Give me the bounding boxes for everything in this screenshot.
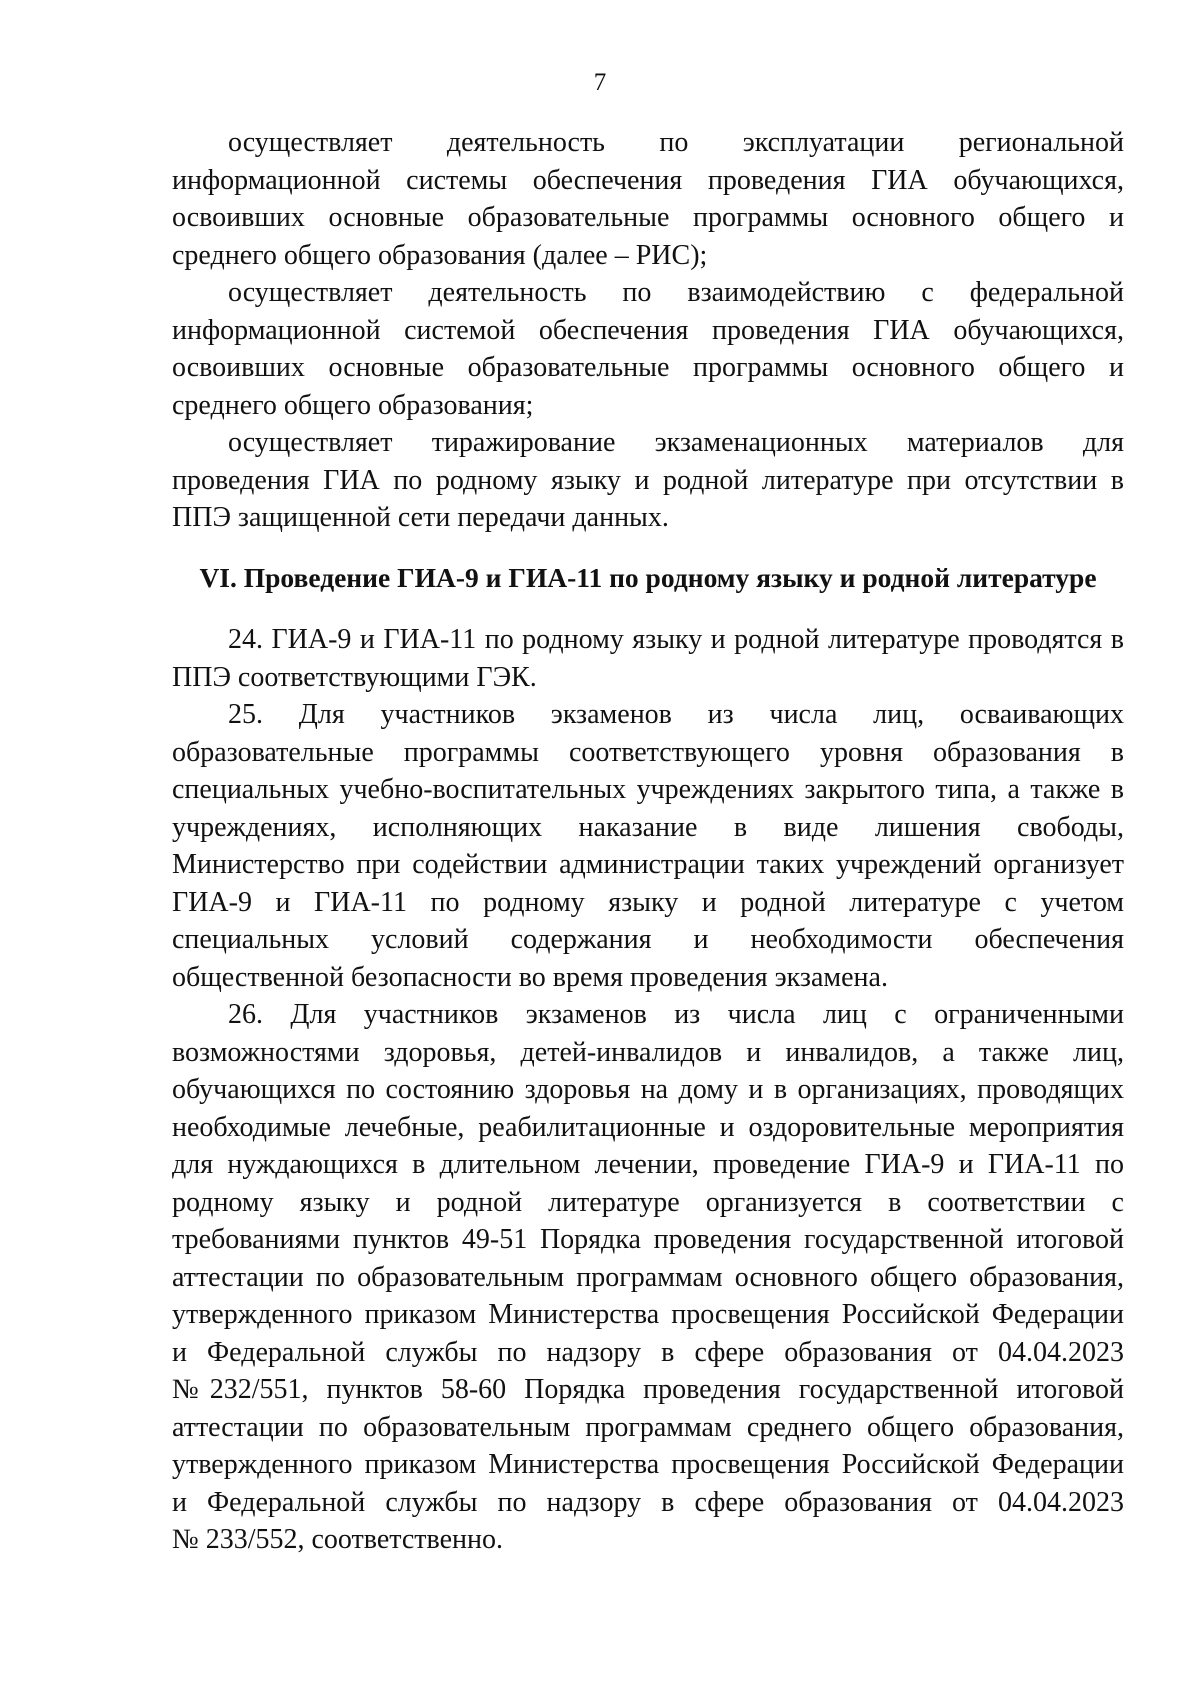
text-line: среднего общего образования; (172, 389, 534, 421)
text-line: учреждениях, исполняющих наказание в виде лишения свободы, (172, 811, 1124, 843)
text-line: родному языку и родной литературе организуется в соответствии с (172, 1186, 1124, 1218)
text-line: возможностями здоровья, детей-инвалидов и инвалидов, а также лиц, (172, 1036, 1124, 1068)
text-line: Министерство при содействии администрации таких учреждений организует (172, 849, 1124, 880)
paragraph-25 (172, 696, 1124, 996)
text-line: требованиями пунктов 49-51 Порядка проведения государственной итоговой (172, 1224, 1124, 1255)
text-line: утвержденного приказом Министерства просвещения Российской Федерации (172, 1449, 1124, 1480)
text-line: освоивших основные образовательные программы основного общего и (172, 352, 1124, 383)
text-line: осуществляет тиражирование экзаменационных материалов для (228, 427, 1124, 458)
text-line: необходимые лечебные, реабилитационные и оздоровительные мероприятия (172, 1111, 1124, 1143)
text-line: информационной системы обеспечения проведения ГИА обучающихся, (172, 164, 1124, 196)
text-line: и Федеральной службы по надзору в сфере образования от 04.04.2023 (172, 1486, 1124, 1518)
text-line: специальных учебно-воспитательных учреждениях закрытого типа, а также в (172, 774, 1124, 805)
text-line: специальных условий содержания и необходимости обеспечения (172, 924, 1124, 955)
paragraph-replication (172, 424, 1124, 537)
text-line: освоивших основные образовательные программы основного общего и (172, 202, 1124, 233)
section-body-top (172, 124, 1124, 537)
text-line: информационной системой обеспечения проведения ГИА обучающихся, (172, 314, 1124, 346)
text-line: среднего общего образования (далее – РИС); (172, 239, 708, 271)
paragraph-ris (172, 124, 1124, 274)
text-line: аттестации по образовательным программам основного общего образования, (172, 1261, 1124, 1293)
section-heading: VI. Проведение ГИА-9 и ГИА-11 по родному языку и родной литературе (199, 562, 1097, 593)
text-line: №232/551, пунктов 58-60 Порядка проведения государственной итоговой (172, 1374, 1124, 1405)
paragraph-24 (172, 621, 1124, 696)
paragraph-fis (172, 274, 1124, 424)
page-number: 7 (593, 69, 607, 96)
text-line: 24. ГИА-9 и ГИА-11 по родному языку и родной литературе проводятся в (228, 624, 1124, 655)
text-line: общественной безопасности во время проведения экзамена. (172, 961, 888, 993)
text-line: обучающихся по состоянию здоровья на дому и в организациях, проводящих (172, 1074, 1124, 1105)
text-line: 26. Для участников экзаменов из числа лиц с ограниченными (228, 999, 1124, 1030)
text-line: для нуждающихся в длительном лечении, проведение ГИА-9 и ГИА-11 по (172, 1149, 1124, 1180)
text-line: осуществляет деятельность по эксплуатации региональной (228, 127, 1124, 158)
text-line: аттестации по образовательным программам среднего общего образования, (172, 1411, 1124, 1443)
section-body-bottom (172, 621, 1124, 1559)
text-line: образовательные программы соответствующего уровня образования в (172, 736, 1124, 768)
paragraph-26 (172, 996, 1124, 1559)
text-line: № 233/552, соответственно. (172, 1524, 503, 1555)
text-line: проведения ГИА по родному языку и родной литературе при отсутствии в (172, 464, 1124, 496)
text-line: утвержденного приказом Министерства просвещения Российской Федерации (172, 1299, 1124, 1330)
text-line: 25. Для участников экзаменов из числа лиц, осваивающих (228, 699, 1124, 730)
text-line: ГИА-9 и ГИА-11 по родному языку и родной литературе с учетом (172, 886, 1124, 918)
text-line: ППЭ защищенной сети передачи данных. (172, 502, 669, 533)
text-line: ППЭ соответствующими ГЭК. (172, 661, 537, 693)
text-line: и Федеральной службы по надзору в сфере образования от 04.04.2023 (172, 1336, 1124, 1368)
text-line: осуществляет деятельность по взаимодействию с федеральной (228, 277, 1124, 308)
